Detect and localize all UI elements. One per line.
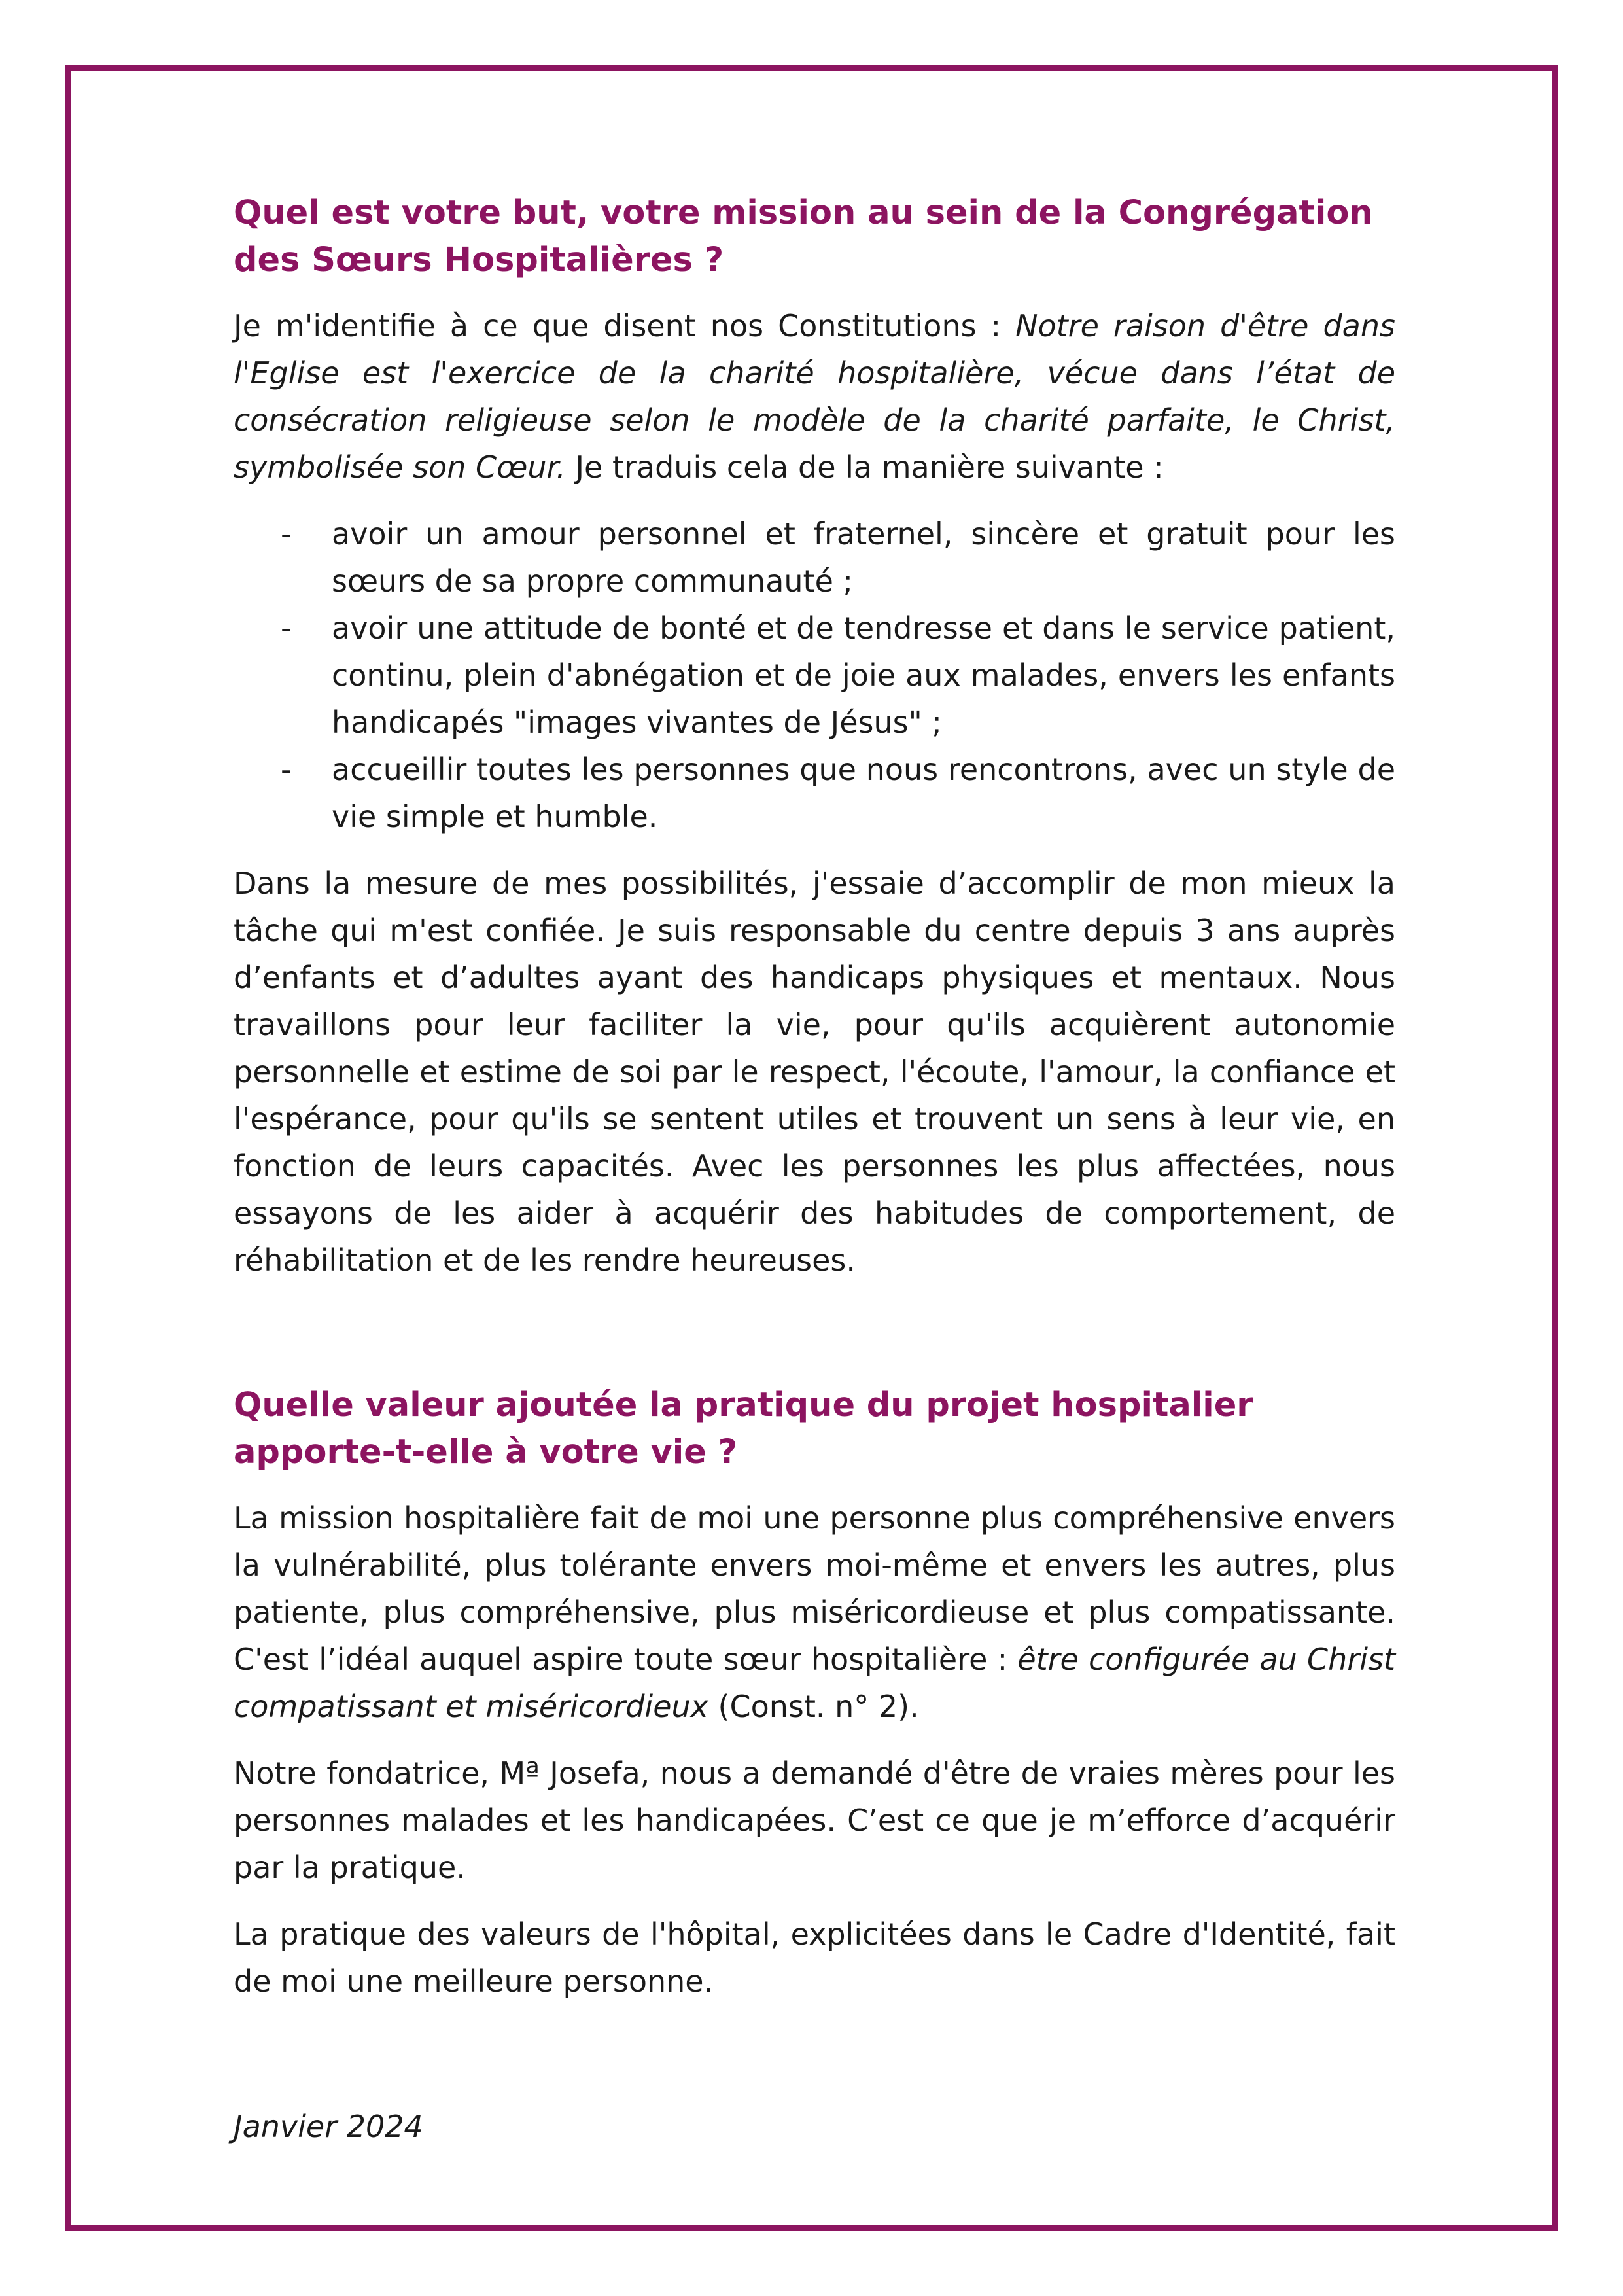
mission-list	[234, 510, 1395, 840]
list-bullet: -	[281, 516, 292, 552]
section-2-paragraph-2: Notre fondatrice, Mª Josefa, nous a demandé d'être de vraies mères pour les personnes malades et les handicapées. C’est ce que je m’efforce d’acquérir par la pratique.	[234, 1756, 1395, 1885]
section-1-heading: Quel est votre but, votre mission au sein de la Congrégation des Sœurs Hospitalières ?	[234, 194, 1373, 279]
section-1-paragraph-2: Dans la mesure de mes possibilités, j'essaie d’accomplir de mon mieux la tâche qui m'est confiée. Je suis responsable du centre depuis 3 ans auprès d’enfants et d’adultes ayant des handicaps physiques et mentaux. Nous travaillons pour leur faciliter la vie, pour qu'ils acquièrent autonomie personnelle et estime de soi par le respect, l'écoute, l'amour, la confiance et l'espérance, pour qu'ils se sentent utiles et trouvent un sens à leur vie, en fonction de leurs capacités. Avec les personnes les plus affectées, nous essayons de les aider à acquérir des habitudes de comportement, de réhabilitation et de les rendre heureuses.	[234, 866, 1395, 1278]
section-2-paragraph-3: La pratique des valeurs de l'hôpital, explicitées dans le Cadre d'Identité, fait de moi une meilleure personne.	[234, 1916, 1395, 1999]
section-2-text-end: (Const. n° 2).	[708, 1689, 919, 1724]
section-2-text: La mission hospitalière fait de moi une personne plus compréhensive envers la vulnérabilité, plus tolérante envers moi-même et envers les autres, plus patiente, plus compréhensive, plus miséricordieuse et plus compatissante. C'est l’idéal auquel aspire toute sœur hospitalière :	[234, 1500, 1395, 1677]
document-date: Janvier 2024	[234, 2109, 423, 2144]
list-item-text: accueillir toutes les personnes que nous rencontrons, avec un style de vie simple et humble.	[332, 752, 1395, 834]
section-2-heading: Quelle valeur ajoutée la pratique du projet hospitalier apporte-t-elle à votre vie ?	[234, 1386, 1253, 1472]
section-1-paragraph-1	[234, 302, 1395, 491]
list-item-text: avoir une attitude de bonté et de tendresse et dans le service patient, continu, plein d'abnégation et de joie aux malades, envers les enfants handicapés "images vivantes de Jésus" ;	[332, 610, 1395, 740]
list-item-text: avoir un amour personnel et fraternel, sincère et gratuit pour les sœurs de sa propre communauté ;	[332, 516, 1395, 599]
constitutions-quote: Notre raison d'être dans l'Eglise est l'exercice de la charité hospitalière, vécue dans l’état de consécration religieuse selon le modèle de la charité parfaite, le Christ, symbolisée son Cœur.	[234, 308, 1395, 485]
list-bullet: -	[281, 610, 292, 646]
constitutions-quote-2: être configurée au Christ compatissant et miséricordieux	[234, 1642, 1395, 1724]
list-item	[234, 510, 1395, 605]
document-body	[234, 190, 1395, 2170]
section-1-intro-text: Je m'identifie à ce que disent nos Constitutions :	[234, 308, 1016, 344]
list-bullet: -	[281, 752, 292, 787]
list-item	[234, 746, 1395, 840]
section-1-intro-end: Je traduis cela de la manière suivante :	[565, 450, 1164, 485]
section-2-paragraph-1	[234, 1494, 1395, 1730]
list-item	[234, 605, 1395, 746]
